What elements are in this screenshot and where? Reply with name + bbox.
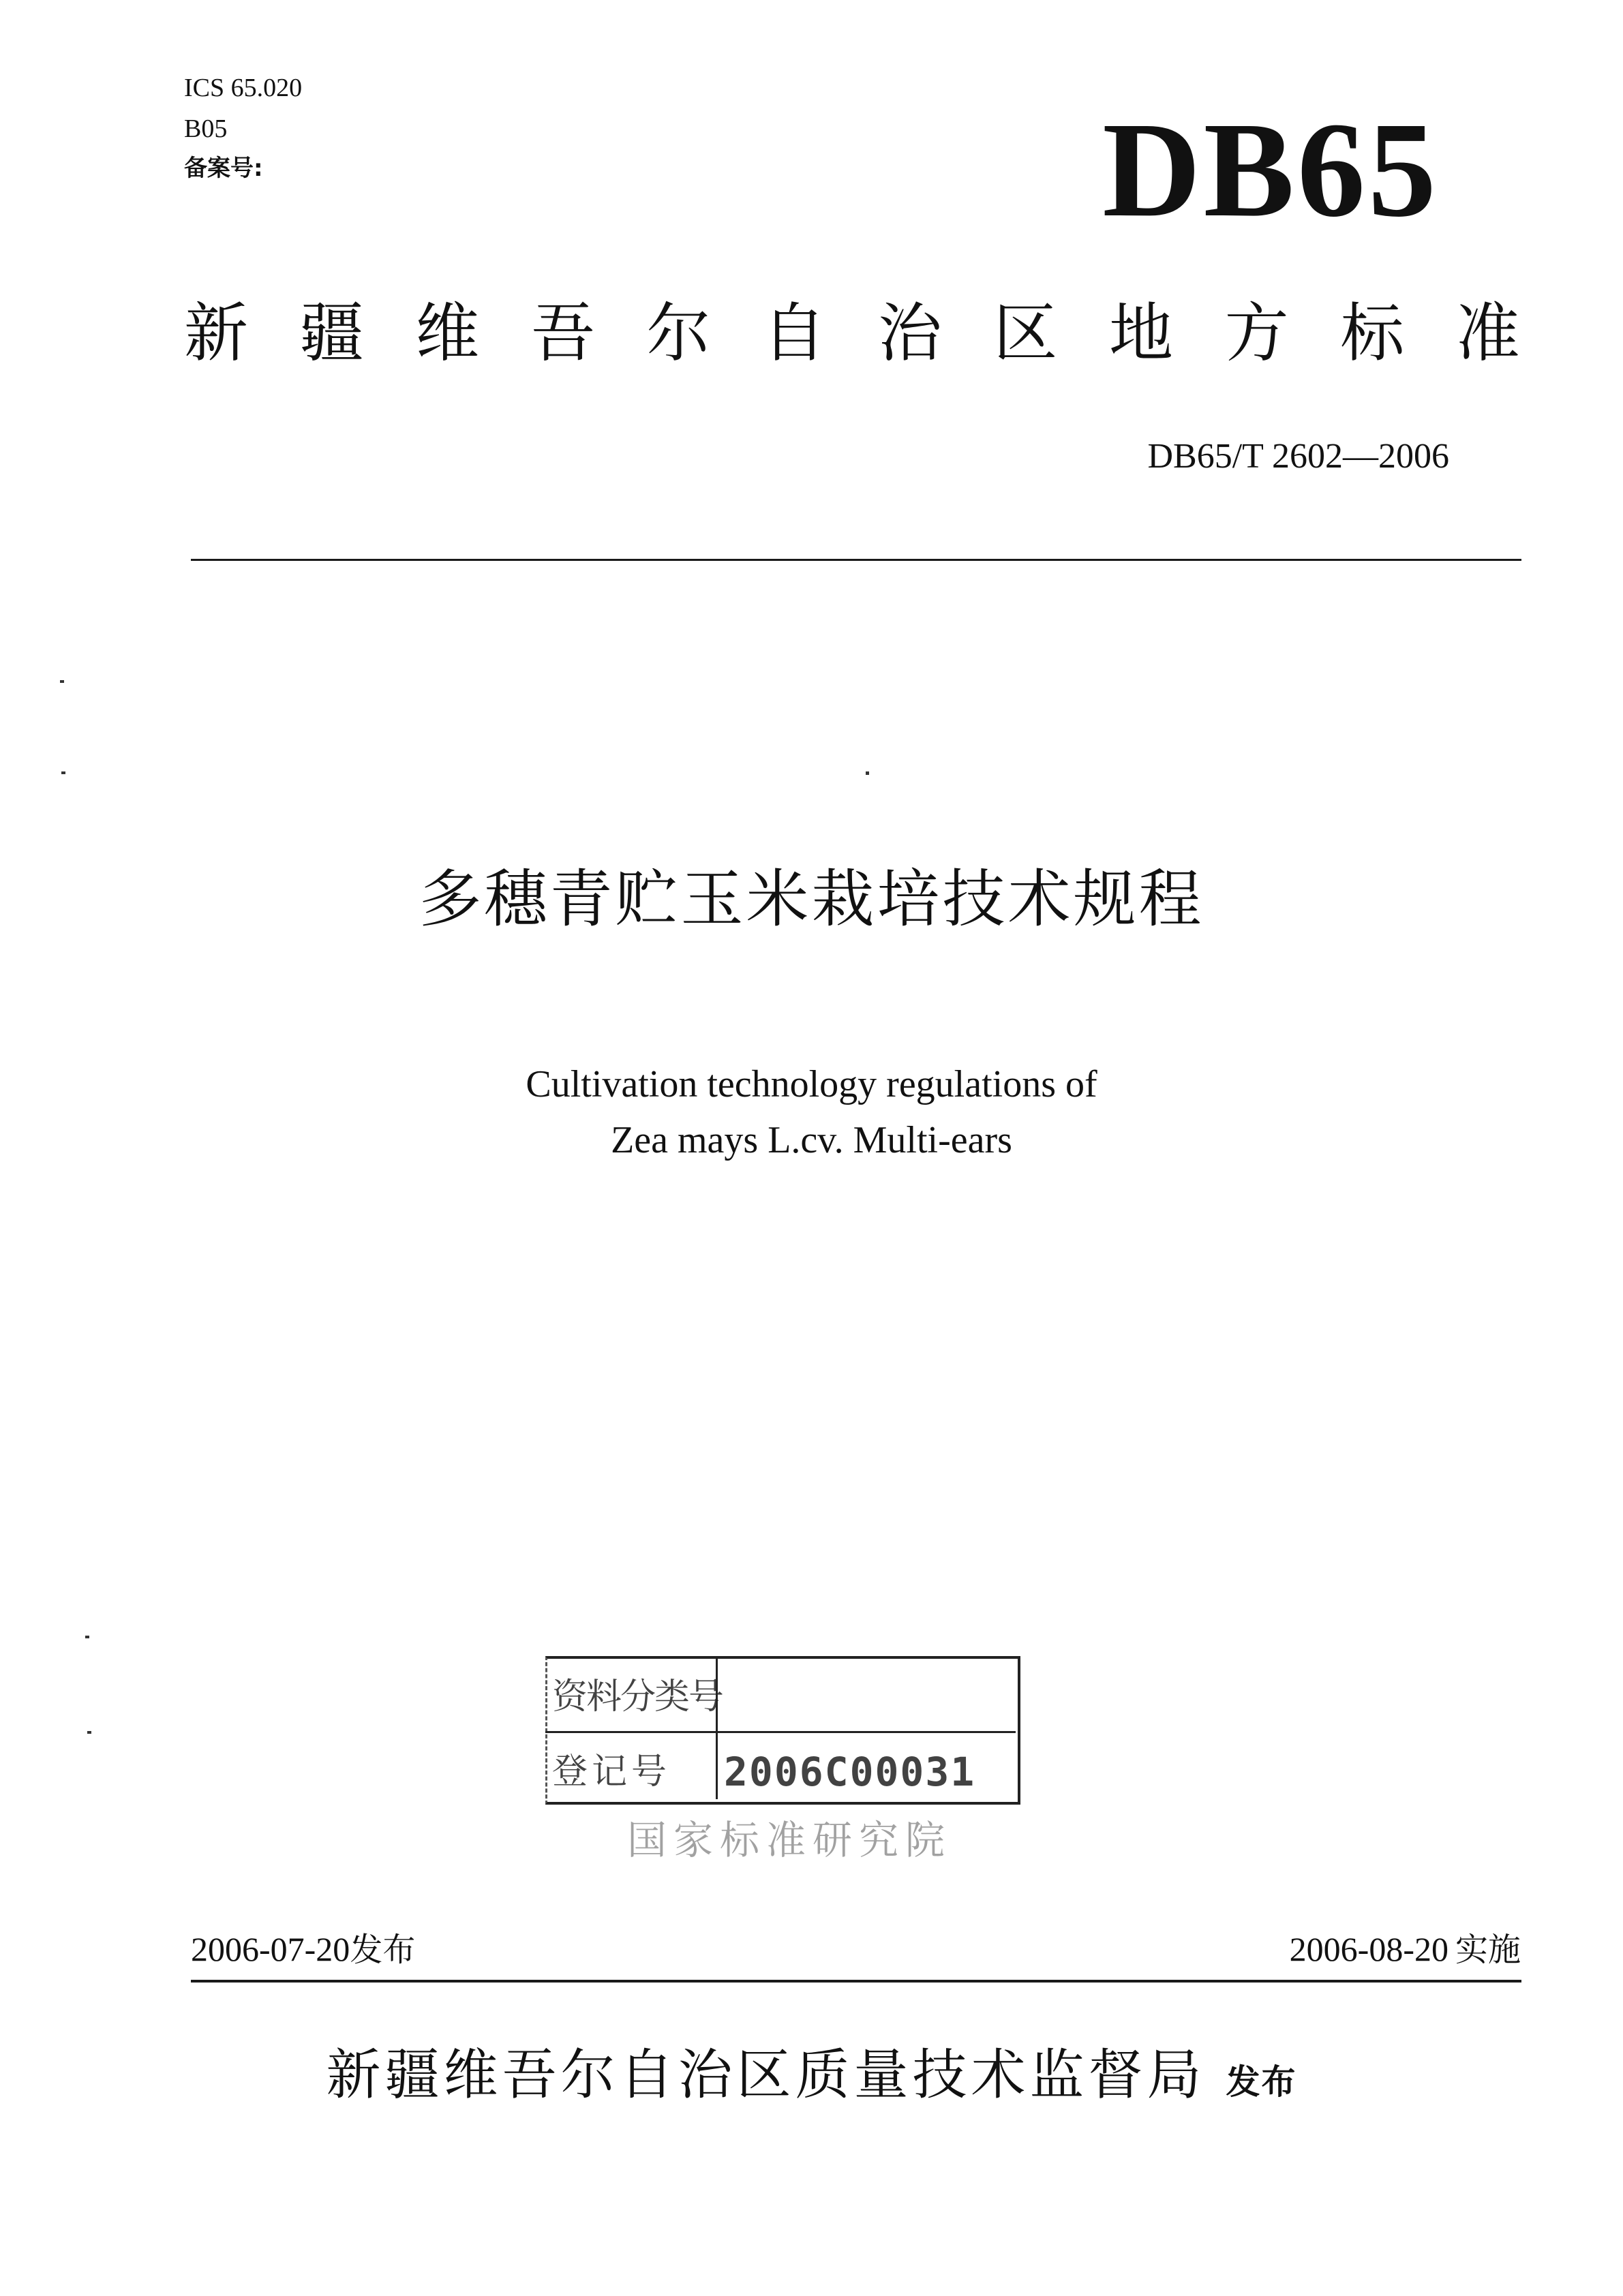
dates-divider [191,1980,1521,1983]
issue-label: 发布 [350,1931,416,1969]
standard-type-char: 维 [415,296,480,371]
standard-type-char: 准 [1455,296,1520,371]
document-title-chinese: 多穗青贮玉米栽培技术规程 [419,863,1204,936]
ics-code: ICS 65.020 [184,74,303,102]
scan-speck [60,680,64,683]
header-divider [191,559,1521,561]
implementation-label: 实施 [1455,1931,1521,1969]
document-title-english [0,1056,1623,1168]
standard-number: DB65/T 2602—2006 [1147,437,1449,476]
issue-date: 2006-07-20 [191,1930,350,1968]
scan-speck [85,1636,89,1638]
standard-type-char: 疆 [299,296,364,371]
standard-type-char: 尔 [646,296,711,371]
standard-type-char: 标 [1340,296,1405,371]
standard-type-char: 地 [1109,296,1174,371]
publisher-line [0,2038,1623,2119]
implementation-date-block [1290,1927,1521,1972]
standard-code-logo: DB65 [1102,95,1439,245]
publisher-suffix: 发布 [1226,2062,1297,2102]
standard-type-char: 吾 [530,296,595,371]
standard-type-char: 自 [762,296,827,371]
archive-stamp [545,1649,1022,1881]
stamp-row-divider [545,1731,1016,1733]
scan-speck [61,771,65,774]
ccs-code: B05 [184,114,228,143]
scan-speck [866,771,869,775]
stamp-classification-label: 资料分类号 [552,1677,723,1717]
stamp-registration-number: 2006C00031 [724,1749,976,1795]
issue-date-block [191,1927,415,1972]
stamp-registration-label: 登记号 [552,1751,671,1792]
record-number-label: 备案号: [184,155,263,182]
scan-speck [87,1731,91,1734]
standard-type-heading [184,293,1520,375]
stamp-institute-name: 国家标准研究院 [627,1817,952,1863]
standard-type-char: 新 [184,296,249,371]
publisher-name: 新疆维吾尔自治区质量技术监督局 [326,2043,1206,2107]
implementation-date: 2006-08-20 [1289,1930,1448,1968]
standard-type-char: 方 [1224,296,1289,371]
standard-type-char: 治 [877,296,942,371]
standard-type-char: 区 [993,296,1058,371]
english-title-line-2: Zea mays L.cv. Multi-ears [611,1119,1012,1161]
english-title-line-1: Cultivation technology regulations of [526,1063,1097,1105]
